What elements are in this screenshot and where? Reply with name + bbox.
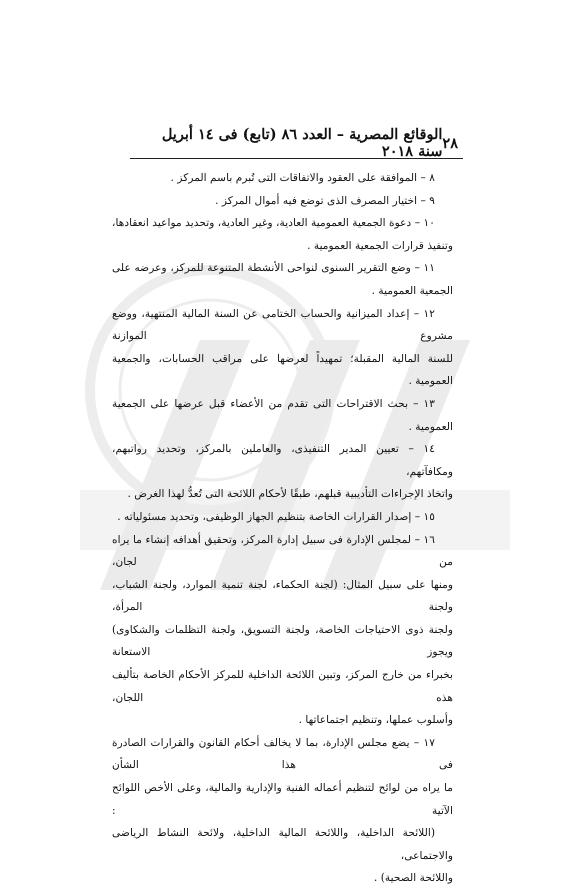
text-line: ١٥ – إصدار القرارات الخاصة بتنظيم الجهاز الوظيفى، وتحديد مسئولياته . [117, 509, 435, 523]
document-body [112, 167, 453, 890]
text-line: ١٠ – دعوة الجمعية العمومية العادية، وغير العادية، وتحديد مواعيد انعقادها، [112, 216, 435, 230]
text-line: ١٤ – تعيين المدير التنفيذى، والعاملين بالمركز، وتحديد رواتبهم، ومكافآتهم، [112, 442, 453, 478]
text-line: ١١ – وضع التقرير السنوى لنواحى الأنشطة المتنوعة للمركز، وعرضه على [112, 261, 435, 275]
page-header [134, 126, 458, 160]
text-line: ومنها على سبيل المثال: (لجنة الحكماء، لجنة تنمية الموارد، ولجنة الشباب، ولجنة المرأة، [112, 577, 453, 614]
text-line: ١٧ – يضع مجلس الإدارة، بما لا يخالف أحكام القانون والقرارات الصادرة فى هذا الشأن [112, 735, 453, 772]
text-line: ما يراه من لوائح لتنظيم أعماله الفنية والإدارية والمالية، وعلى الأخص اللوائح الآتية : [112, 781, 453, 817]
header-divider [130, 158, 463, 159]
text-line: وتنفيذ قرارات الجمعية العمومية . [307, 238, 453, 252]
text-line: واللائحة الصحية) . [373, 871, 453, 885]
text-line: ١٦ – لمجلس الإدارة فى سبيل إدارة المركز، وتحقيق أهدافه إنشاء ما يراه من لجان، [112, 532, 453, 569]
gazette-issue-title: الوقائع المصرية – العدد ٨٦ (تابع) فى ١٤ أبريل سنة ٢٠١٨ [161, 126, 443, 160]
page-number: ٢٨ [442, 134, 458, 152]
text-line: ١٣ – بحث الاقتراحات التى تقدم من الأعضاء قبل عرضها على الجمعية العمومية . [112, 396, 453, 433]
text-line: ٨ – الموافقة على العقود والاتفاقات التى تُبرم باسم المركز . [170, 171, 435, 184]
text-line: (اللائحة الداخلية، واللائحة المالية الداخلية، ولائحة النشاط الرياضى والاجتماعى، [112, 826, 453, 862]
text-line: للسنة المالية المقبلة؛ تمهيداً لعرضها على مراقب الحسابات، والجمعية العمومية . [112, 351, 453, 388]
text-line: ٩ – اختيار المصرف الذى توضع فيه أموال المركز . [215, 193, 435, 207]
text-line: الجمعية العمومية . [371, 283, 453, 297]
text-line: واتخاذ الإجراءات التأديبية قبلهم، طبقًا لأحكام اللائحة التى تُعدُّ لهذا الغرض . [127, 487, 453, 501]
text-line: وأسلوب عملها، وتنظيم اجتماعاتها . [298, 713, 453, 727]
text-line: بخبراء من خارج المركز، وتبين اللائحة الداخلية للمركز الأحكام الخاصة بتأليف هذه اللجان، [112, 668, 453, 704]
text-line: ولجنة ذوى الاحتياجات الخاصة، ولجنة التسويق، ولجنة التظلمات والشكاوى) ويجوز الاستعانة [112, 622, 453, 659]
text-line: ١٢ – إعداد الميزانية والحساب الختامى عن السنة المالية المنتهية، ووضع مشروع الموازنة [112, 306, 453, 343]
